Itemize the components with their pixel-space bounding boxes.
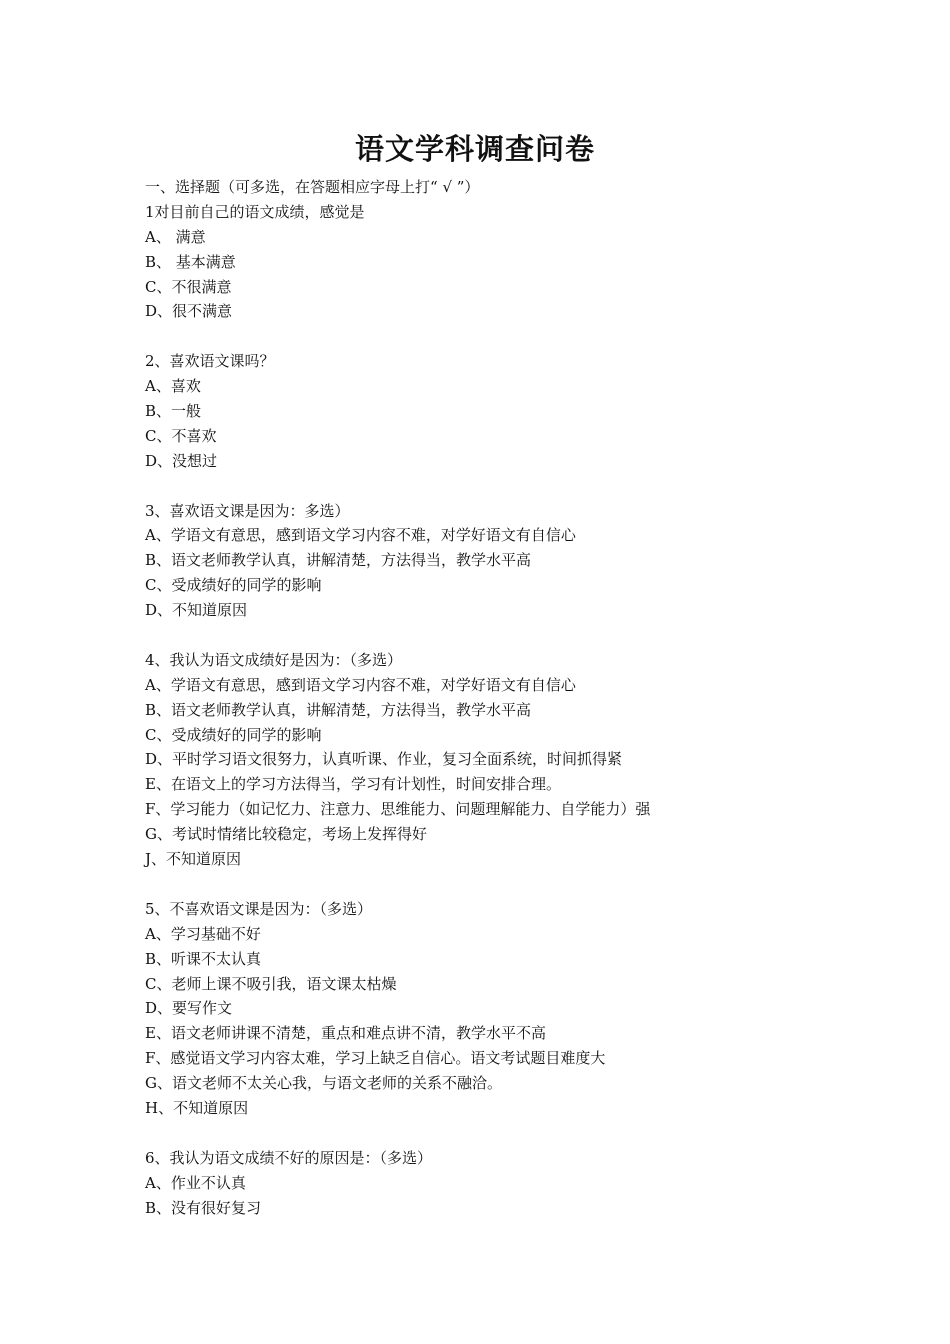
question-spacer [145,623,865,648]
answer-option[interactable]: D、要写作文 [145,999,233,1018]
question-block [145,872,865,1121]
answer-option[interactable]: B、语文老师教学认真，讲解清楚，方法得当，教学水平高 [145,700,532,719]
question-prompt: 5、不喜欢语文课是因为：（多选） [145,899,373,918]
question-prompt: 2、喜欢语文课吗？ [145,352,275,371]
answer-option[interactable]: A、学习基础不好 [145,924,261,943]
survey-content [145,175,865,1220]
answer-option[interactable]: D、很不满意 [145,302,233,321]
answer-option[interactable]: B、 基本满意 [145,252,236,271]
answer-option[interactable]: B、没有很好复习 [145,1198,262,1217]
answer-option[interactable]: B、一般 [145,402,202,421]
question-spacer [145,474,865,499]
answer-option[interactable]: C、不喜欢 [145,426,217,445]
answer-option[interactable]: G、语文老师不太关心我，与语文老师的关系不融洽。 [145,1074,502,1093]
answer-option[interactable]: A、喜欢 [145,377,201,396]
answer-option[interactable]: D、没想过 [145,451,218,470]
answer-option[interactable]: C、受成绩好的同学的影响 [145,725,322,744]
question-block [145,623,865,872]
question-block [145,324,865,473]
question-prompt: 4、我认为语文成绩好是因为：（多选） [145,650,403,669]
answer-option[interactable]: F、学习能力（如记忆力、注意力、思维能力、问题理解能力、自学能力）强 [145,800,651,819]
answer-option[interactable]: D、不知道原因 [145,601,248,620]
answer-option[interactable]: C、受成绩好的同学的影响 [145,576,322,595]
question-prompt: 1对目前自己的语文成绩，感觉是 [145,202,365,221]
answer-option[interactable]: G、考试时情绪比较稳定，考场上发挥得好 [145,825,427,844]
answer-option[interactable]: C、老师上课不吸引我，语文课太枯燥 [145,974,397,993]
answer-option[interactable]: A、作业不认真 [145,1173,246,1192]
question-spacer [145,872,865,897]
answer-option[interactable]: E、在语文上的学习方法得当，学习有计划性，时间安排合理。 [145,775,561,794]
answer-option[interactable]: D、平时学习语文很努力，认真听课、作业，复习全面系统，时间抓得紧 [145,750,623,769]
answer-option[interactable]: H、不知道原因 [145,1098,249,1117]
question-block [145,200,865,324]
question-list [145,200,865,1221]
question-block [145,474,865,623]
question-prompt: 3、喜欢语文课是因为：多选） [145,501,350,520]
answer-option[interactable]: A、学语文有意思，感到语文学习内容不难，对学好语文有自信心 [145,675,576,694]
answer-option[interactable]: B、语文老师教学认真，讲解清楚，方法得当，教学水平高 [145,551,532,570]
question-prompt: 6、我认为语文成绩不好的原因是：（多选） [145,1148,433,1167]
answer-option[interactable]: E、语文老师讲课不清楚，重点和难点讲不清，教学水平不高 [145,1024,546,1043]
answer-option[interactable]: F、感觉语文学习内容太难，学习上缺乏自信心。语文考试题目难度大 [145,1049,606,1068]
answer-option[interactable]: A、学语文有意思，感到语文学习内容不难，对学好语文有自信心 [145,526,576,545]
question-spacer [145,324,865,349]
answer-option[interactable]: C、不很满意 [145,277,232,296]
document-title: 语文学科调查问卷 [354,132,595,166]
question-block [145,1121,865,1221]
question-spacer [145,1121,865,1146]
answer-option[interactable]: B、听课不太认真 [145,949,262,968]
section-heading: 一、选择题（可多选，在答题相应字母上打“ √ ”） [145,178,480,196]
answer-option[interactable]: A、 满意 [145,227,206,246]
answer-option[interactable]: J、不知道原因 [145,850,242,869]
